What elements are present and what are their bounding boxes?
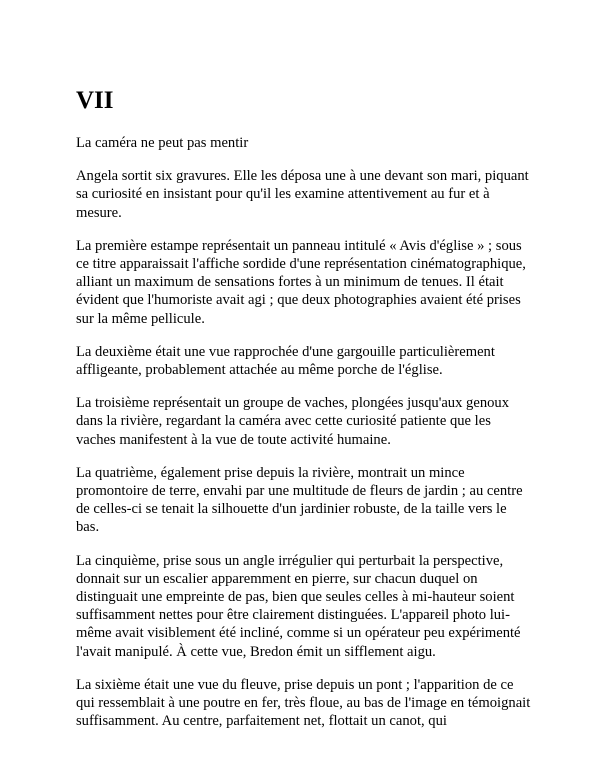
- chapter-title: VII: [76, 87, 114, 114]
- paragraph: La première estampe représentait un panneau intitulé « Avis d'église » ; sous ce titre apparaissait l'affiche sordide d'une représentation cinématographique, alliant un maximum de sensations fortes à un minimum de tenues. Il était évident que l'humoriste avait agi ; que deux photographies avaient été prises sur la même pellicule.: [76, 237, 526, 327]
- paragraph: La deuxième était une vue rapprochée d'une gargouille particulièrement affligeante, probablement attachée au même porche de l'église.: [76, 343, 495, 379]
- paragraph: Angela sortit six gravures. Elle les déposa une à une devant son mari, piquant sa curiosité en insistant pour qu'il les examine attentivement au fur et à mesure.: [76, 168, 529, 221]
- paragraph: La quatrième, également prise depuis la rivière, montrait un mince promontoire de terre, envahi par une multitude de fleurs de jardin ; au centre de celles-ci se tenait la silhouette d'un jardinier robuste, de la taille vers le bas.: [76, 464, 523, 536]
- paragraph: La sixième était une vue du fleuve, prise depuis un pont ; l'apparition de ce qui ressemblait à une poutre en fer, très floue, au bas de l'image en témoignait suffisamment. Au centre, parfaitement net, flottait un canot, qui: [76, 676, 531, 730]
- paragraph: La cinquième, prise sous un angle irrégulier qui perturbait la perspective, donnait sur un escalier apparemment en pierre, sur chacun duquel on distinguait une empreinte de pas, bien que seules celles à mi-hauteur soient suffisamment nettes pour être clairement distinguées. L'appareil photo lui-même avait visiblement été incliné, comme si un opérateur peu expérimenté l'avait manipulé. À cette vue, Bredon émit un sifflement aigu.: [76, 552, 521, 660]
- chapter-subtitle: La caméra ne peut pas mentir: [76, 135, 249, 151]
- document-page: [76, 86, 532, 745]
- paragraph: La troisième représentait un groupe de vaches, plongées jusqu'aux genoux dans la rivière, regardant la caméra avec cette curiosité patiente que les vaches manifestent à la vue de toute activité humaine.: [76, 395, 510, 448]
